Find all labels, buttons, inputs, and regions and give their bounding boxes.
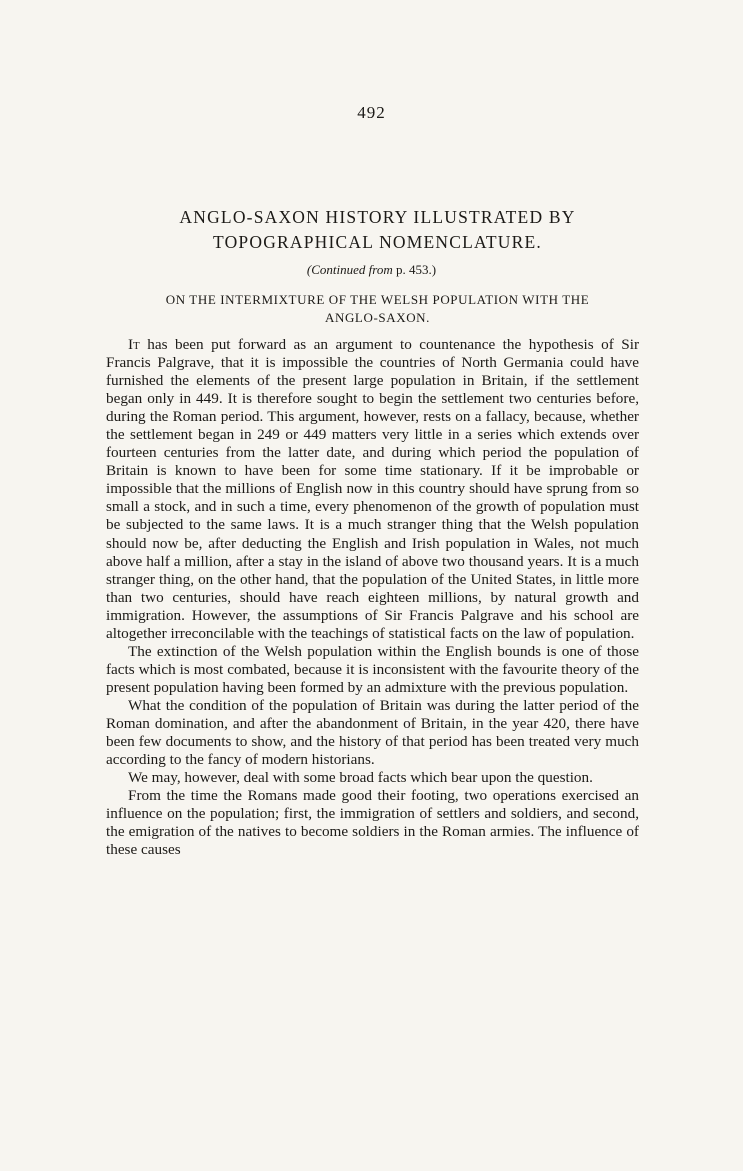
section-heading	[100, 291, 655, 327]
paragraph: What the condition of the population of Britain was during the latter period of the Roman domination, and after the abandonment of Britain, in the year 420, there have been few documents to show, and the history of that period has been treated very much according to the fancy of modern historians.	[106, 696, 639, 769]
section-heading-line-2: ANGLO-SAXON.	[324, 310, 431, 325]
page-number: 492	[357, 103, 386, 122]
title-line-2: TOPOGRAPHICAL NOMENCLATURE.	[213, 232, 542, 252]
title-line-1: ANGLO-SAXON HISTORY ILLUSTRATED BY	[179, 207, 576, 227]
paragraph: From the time the Romans made good their footing, two operations exercised an influence on the population; first, the immigration of settlers and soldiers, and second, the emigration of the natives to become soldiers in the Roman armies. The influence of these causes	[106, 787, 639, 859]
paragraph: We may, however, deal with some broad facts which bear upon the question.	[128, 769, 593, 787]
section-heading-line-1: ON THE INTERMIXTURE OF THE WELSH POPULATION WITH THE	[165, 292, 590, 307]
article-title	[100, 205, 655, 255]
opening-word: It	[128, 336, 140, 353]
paragraph	[106, 336, 639, 643]
continued-prefix: (Continued from	[306, 262, 393, 277]
continued-note	[0, 262, 743, 278]
continued-reference: p. 453.)	[395, 262, 437, 277]
paragraph: The extinction of the Welsh population within the English bounds is one of those facts which is most combated, because it is inconsistent with the favourite theory of the present population having been formed by an admixture with the previous population.	[106, 642, 639, 696]
paragraph-text: has been put forward as an argument to countenance the hypothesis of Sir Francis Palgrave, that it is impossible the countries of North Germania could have furnished the elements of the present large population in Britain, if the settlement began only in 449. It is therefore sought to begin the settlement two centuries before, during the Roman period. This argument, however, rests on a fallacy, because, whether the settlement began in 249 or 449 matters very little in a series which extends over fourteen centuries from the latter date, and during which period the population of Britain is known to have been for some time stationary. If it be improbable or impossible that the millions of English now in this country should have sprung from so small a stock, and in such a time, every phenomenon of the growth of population must be subjected to the same laws. It is a much stranger thing that the Welsh population should now be, after deducting the English and Irish population in Wales, not much above half a million, after a stay in the island of above two thousand years. It is a much stranger thing, on the other hand, that the population of the United States, in little more than two centuries, should have reach eighteen millions, by natural growth and immigration. However, the assumptions of Sir Francis Palgrave and his school are altogether irreconcilable with the teachings of statistical facts on the law of population.	[106, 336, 639, 642]
article-body	[106, 336, 639, 859]
